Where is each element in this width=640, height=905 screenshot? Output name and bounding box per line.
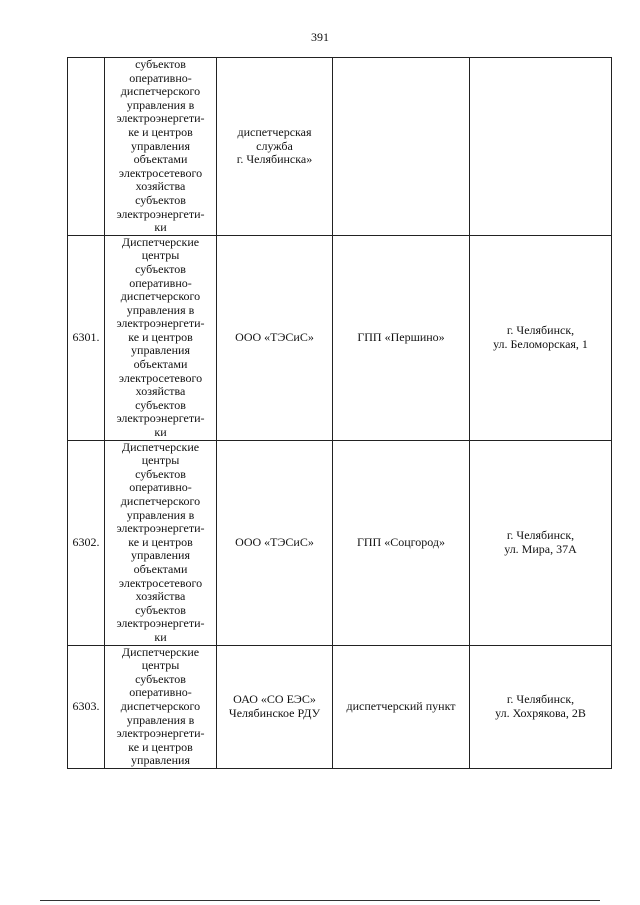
object-name: ГПП «Першино» <box>333 235 470 440</box>
address: г. Челябинск, ул. Мира, 37А <box>470 440 612 645</box>
organization: ОАО «СО ЕЭС» Челябинское РДУ <box>217 645 333 768</box>
row-number: 6303. <box>68 645 105 768</box>
row-number <box>68 58 105 236</box>
organization: ООО «ТЭСиС» <box>217 235 333 440</box>
table-row <box>68 235 612 440</box>
row-number: 6302. <box>68 440 105 645</box>
table-row <box>68 440 612 645</box>
page-number: 391 <box>311 30 329 44</box>
table-row <box>68 58 612 236</box>
facility-type: Диспетчерские центры субъектов оперативно- диспетчерского управления в электроэнергети- ке и центров управления объектами электросетевого хозяйства субъектов электроэнергети- ки <box>105 440 217 645</box>
registry-table <box>67 57 612 769</box>
facility-type: Диспетчерские центры субъектов оперативно- диспетчерского управления в электроэнергети- ке и центров управления объектами электросетевого хозяйства субъектов электроэнергети- ки <box>105 235 217 440</box>
object-name: ГПП «Соцгород» <box>333 440 470 645</box>
organization: диспетчерская служба г. Челябинска» <box>217 58 333 236</box>
organization: ООО «ТЭСиС» <box>217 440 333 645</box>
address: г. Челябинск, ул. Хохрякова, 2В <box>470 645 612 768</box>
row-number: 6301. <box>68 235 105 440</box>
facility-type: субъектов оперативно- диспетчерского управления в электроэнергети- ке и центров управления объектами электросетевого хозяйства субъектов электроэнергети- ки <box>105 58 217 236</box>
address: г. Челябинск, ул. Беломорская, 1 <box>470 235 612 440</box>
table-row <box>68 645 612 768</box>
object-name: диспетчерский пункт <box>333 645 470 768</box>
address <box>470 58 612 236</box>
object-name <box>333 58 470 236</box>
footer-rule <box>40 900 600 901</box>
facility-type: Диспетчерские центры субъектов оперативно- диспетчерского управления в электроэнергети- ке и центров управления <box>105 645 217 768</box>
